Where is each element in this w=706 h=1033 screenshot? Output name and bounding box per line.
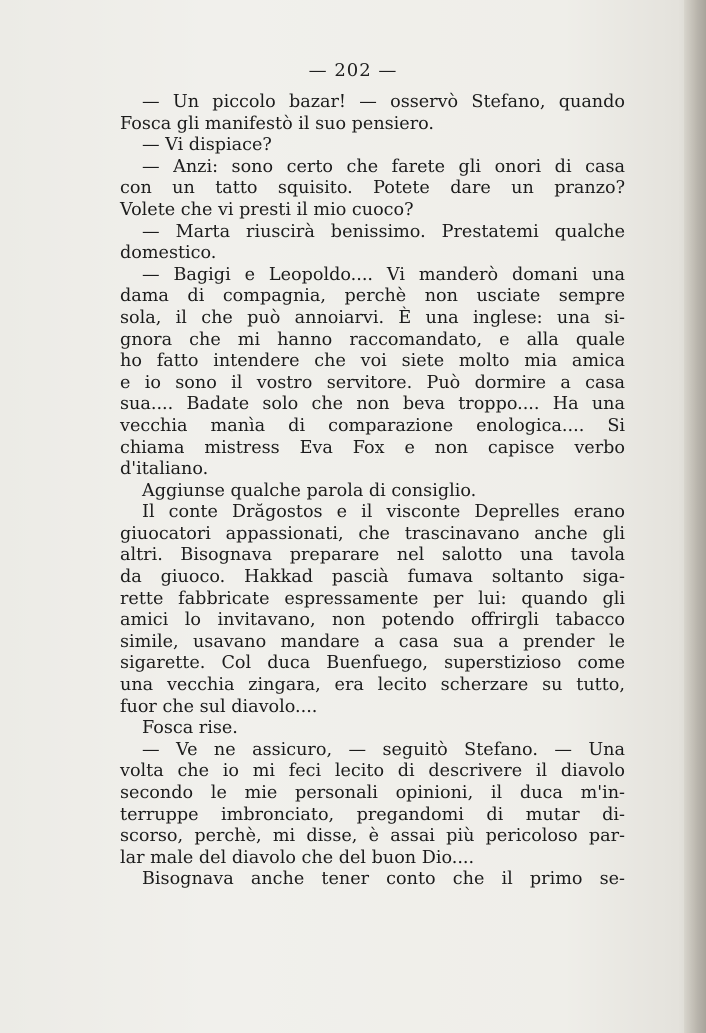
text-line: secondo le mie personali opinioni, il duca m'in- [120,783,625,803]
text-line: Fosca rise. [142,718,238,739]
text-line: simile, usavano mandare a casa sua a prender le [120,631,625,652]
text-line: sua.... Badate solo che non beva troppo.... Ha una [120,394,625,415]
text-line: Bisognava anche tener conto che il primo se- [142,869,625,890]
text-line: — Un piccolo bazar! — osservò Stefano, quando [142,92,625,112]
text-line: volta che io mi feci lecito di descrivere il diavolo [120,761,625,782]
text-line: — Anzi: sono certo che farete gli onori di casa [142,156,625,177]
text-line: d'italiano. [120,459,209,480]
text-line: fuor che sul diavolo.... [120,696,318,717]
text-line: lar male del diavolo che del buon Dio.... [120,847,475,868]
text-line: Il conte Drăgostos e il visconte Deprelles erano [142,502,625,523]
page-number: — 202 — [308,60,398,81]
text-line: domestico. [120,243,217,264]
text-line: da giuoco. Hakkad pascià fumava soltanto siga- [120,567,625,588]
text-line: amici lo invitavano, non potendo offrirgli tabacco [120,610,625,631]
text-line: Fosca gli manifestò il suo pensiero. [120,113,434,134]
text-line: altri. Bisognava preparare nel salotto una tavola [120,545,625,566]
text-line: Volete che vi presti il mio cuoco? [120,199,414,220]
text-line: — Ve ne assicuro, — seguitò Stefano. — Una [142,739,625,760]
text-line: giuocatori appassionati, che trascinavano anche gli [120,523,625,544]
page-gutter-shadow [684,0,706,1033]
text-line: sigarette. Col duca Buenfuego, superstizioso come [120,653,625,674]
text-line: rette fabbricate espressamente per lui: quando gli [120,588,625,609]
body-text [120,92,625,891]
text-line: Aggiunse qualche parola di consiglio. [142,480,477,501]
text-line: con un tatto squisito. Potete dare un pranzo? [120,178,625,199]
text-line: dama di compagnia, perchè non usciate sempre [120,286,625,307]
text-line: — Bagigi e Leopoldo.... Vi manderò domani una [142,264,625,285]
text-line: chiama mistress Eva Fox e non capisce verbo [120,437,625,458]
text-line: scorso, perchè, mi disse, è assai più pericoloso par- [120,826,625,847]
text-line: terruppe imbronciato, pregandomi di mutar di- [120,804,625,825]
text-line: — Vi dispiace? [142,135,272,156]
text-line: vecchia manìa di comparazione enologica.... Si [120,415,625,436]
text-line: ho fatto intendere che voi siete molto mia amica [120,351,625,372]
text-line: sola, il che può annoiarvi. È una inglese: una si- [120,307,625,328]
text-line: una vecchia zingara, era lecito scherzare su tutto, [120,675,625,696]
text-line: e io sono il vostro servitore. Può dormire a casa [120,372,625,393]
text-line: — Marta riuscirà benissimo. Prestatemi qualche [142,221,625,242]
text-line: gnora che mi hanno raccomandato, e alla quale [120,329,625,350]
